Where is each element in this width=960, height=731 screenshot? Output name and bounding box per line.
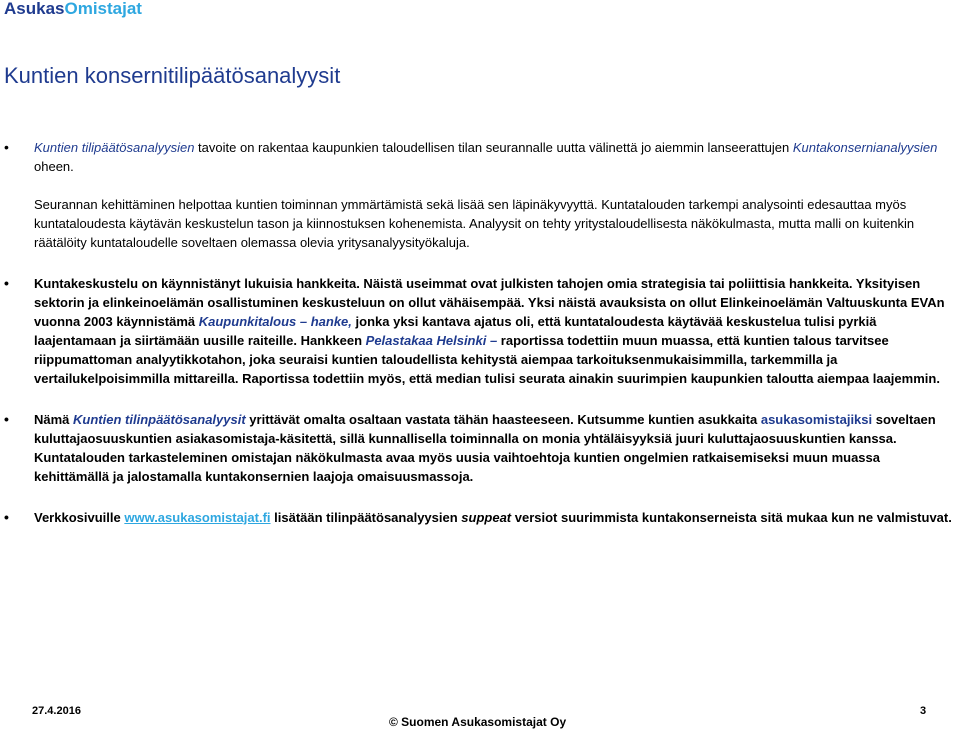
page-number: 3 (920, 705, 927, 717)
link-asukasomistajiksi[interactable]: asukasomistajiksi (760, 412, 873, 427)
bullet-icon: • (4, 275, 9, 291)
bullet-item (0, 274, 960, 388)
website-link[interactable]: www.asukasomistajat.fi (124, 510, 271, 525)
text-fragment: jonka yksi kantava ajatus oli, että kuntataloudesta käytävää keskustelua tulisi pyrkiä laajentamaan ja siirtämään uusille raiteille. Hankkeen (34, 314, 877, 348)
text-fragment: lisätään tilinpäätösanalyysien (270, 510, 462, 525)
bullet-paragraph: Seurannan kehittäminen helpottaa kuntien toiminnan ymmärtämistä sekä lisää sen läpinäkyvyyttä. Kuntatalouden tarkempi analysointi edesauttaa myös kuntataloudesta käytävän keskustelun tason ja kiinnostuksen kohenemista. Analyysit on tehty yritystaloudellisesta näkökulmasta, mutta malli on kuitenkin räätälöity kuntataloudelle soveltaen olemassa olevia yritysanalyysityökaluja. (34, 197, 915, 250)
bullet-item (0, 508, 960, 527)
footer-date: 27.4.2016 (32, 705, 81, 717)
bullet-item (0, 410, 960, 486)
text-fragment: Verkkosivuille (34, 510, 125, 525)
text-fragment: tavoite on rakentaa kaupunkien taloudellisen tilan seurannalle uutta välinettä jo aiemmin lanseerattujen (194, 140, 793, 155)
text-fragment: soveltaen kuluttajaosuuskuntien asiakasomistaja-käsitettä, sillä kunnallisella toiminnalla on monia yhtäläisyyksiä juuri kuluttajaosuuskuntien kanssa. Kuntatalouden tarkasteleminen omistajan näkökulmasta avaa myös uusia vaihtoehtoja kuntien ongelmien ratkaisemiseksi muun muassa kehittämällä ja jalostamalla kuntakonsernien laajoja omaisuusmassoja. (34, 412, 936, 484)
brand-part2: Omistajat (64, 0, 142, 18)
link-konsernianalyysit[interactable]: Kuntakonsernianalyysien (792, 140, 938, 155)
text-fragment: Kuntakeskustelu on käynnistänyt lukuisia hankkeita. Näistä useimmat ovat julkisten tahojen omia strategisia tai poliittisia hankkeita. Yksityisen sektorin ja elinkeinoelämän osallistuminen keskusteluun on ollut vähäisempää. Yksi näistä avauksista on ollut Elinkeinoelämän Valtuuskunta EVAn vuonna 2003 käynnistämä (34, 276, 945, 329)
link-kaupunkitalous[interactable]: Kaupunkitalous – hanke, (198, 314, 352, 329)
bullet-icon: • (4, 139, 9, 155)
bullet-text (34, 508, 952, 527)
text-fragment: yrittävät omalta osaltaan vastata tähän haasteeseen. Kutsumme kuntien asukkaita (245, 412, 761, 427)
brand-logo (4, 0, 142, 19)
bullet-list (0, 138, 960, 527)
bullet-text (34, 274, 952, 388)
bullet-icon: • (4, 509, 9, 525)
text-emphasis: suppeat (461, 510, 512, 525)
bullet-item (0, 138, 960, 252)
link-tilinpaatosanalyysit[interactable]: Kuntien tilinpäätösanalyysit (73, 412, 246, 427)
text-fragment: raportissa todettiin muun muassa, että kuntien talous tarvitsee riippumattoman analyytikkotahon, joka seuraisi kuntien taloudellista kehitystä aiempaa tarkoituksenmukaisimmilla, tarkemmilla ja vertailukelpoisimmilla mittareilla. Raportissa todettiin myös, että median tulisi seurata ainakin suurimpien kaupunkien taloutta aiempaa laajemmin. (34, 333, 940, 386)
text-fragment: oheen. (34, 159, 74, 174)
bullet-text (34, 138, 952, 176)
link-tilipaatosanalyysit[interactable]: Kuntien tilipäätösanalyysien (34, 140, 195, 155)
footer-copyright: © Suomen Asukasomistajat Oy (389, 715, 567, 729)
bullet-icon: • (4, 411, 9, 427)
text-fragment: versiot suurimmista kuntakonserneista sitä mukaa kun ne valmistuvat. (511, 510, 952, 525)
page-title: Kuntien konsernitilipäätösanalyysit (4, 63, 341, 88)
bullet-text (34, 410, 952, 486)
brand-part1: Asukas (4, 0, 65, 18)
link-pelastakaa-helsinki[interactable]: Pelastakaa Helsinki – (365, 333, 498, 348)
text-fragment: Nämä (34, 412, 74, 427)
